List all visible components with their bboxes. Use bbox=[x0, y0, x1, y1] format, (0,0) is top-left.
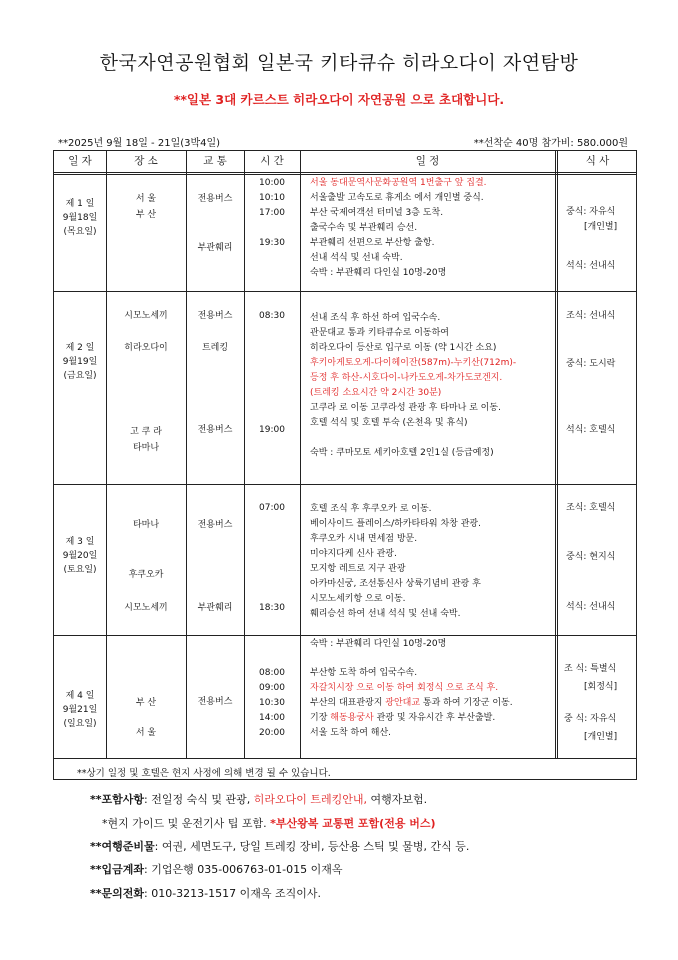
meal-dinner: 석식: 호텔식 bbox=[566, 425, 616, 435]
header-divider bbox=[54, 172, 636, 175]
meal-lunch: 중식: 도시락 bbox=[566, 359, 616, 369]
day-schedule: 부산항 도착 하여 입국수속. 자갈치시장 으로 이동 하여 회정식 으로 조식 후. 부산의 대표관광지 광안대교 통과 하여 기장군 이동. 기장 해동용궁사 관광 및 자유시간 후 부산출발. 서울 도착 하여 해산. bbox=[310, 668, 513, 738]
page-subtitle: **일본 3대 카르스트 히라오다이 자연공원 으로 초대합니다. bbox=[173, 92, 505, 107]
trip-price: **선착순 40명 참가비: 580.000원 bbox=[473, 138, 628, 149]
footer-account: **입금계좌: 기업은행 035-006763-01-015 이재옥 bbox=[90, 863, 343, 876]
footer-contact: **문의전화: 010-3213-1517 이재옥 조직이사. bbox=[90, 887, 322, 900]
day-place: 타마나 bbox=[132, 520, 160, 530]
col-divider bbox=[300, 151, 301, 758]
change-notice: **상기 일정 및 호텔은 현지 사정에 의해 변경 될 수 있습니다. bbox=[77, 768, 331, 779]
itinerary-table bbox=[53, 150, 637, 780]
day-date: 제 3 일 9월20일 (토요일) bbox=[62, 537, 98, 575]
meal-lunch-note: [개인별] bbox=[584, 732, 618, 742]
day-date: 제 1 일 9월18일 (목요일) bbox=[62, 199, 98, 237]
day-schedule: 호텔 조식 후 후쿠오카 로 이동. 베이사이드 플레이스/하카타타워 차창 관광. 후쿠오카 시내 면세점 방문. 미야지다케 신사 관광. 모지항 레트로 지구 관광 아카마신궁, 조선통신사 상륙기념비 관광 후 시모노세키항 으로 이동. 훼리승선 하여 선내 석식 및 선내 숙박. 숙박 : 부관훼리 다인실 10명-20명 bbox=[310, 504, 481, 649]
header-schedule: 일 정 bbox=[415, 155, 440, 167]
header-place: 장 소 bbox=[134, 155, 158, 167]
footer-prep: **여행준비물: 여권, 세면도구, 당일 트레킹 장비, 등산용 스틱 및 물병, 간식 등. bbox=[90, 840, 470, 853]
day-place: 부 산 서 울 bbox=[135, 698, 157, 738]
day-place: 시모노세끼 bbox=[124, 603, 168, 613]
meal-lunch: 중 식: 자유식 bbox=[564, 714, 617, 724]
day-time: 07:00 bbox=[259, 503, 285, 513]
day-date: 제 2 일 9월19일 (금요일) bbox=[62, 343, 98, 381]
row-divider bbox=[54, 291, 636, 292]
day-transport: 전용버스 bbox=[197, 520, 233, 530]
meal-breakfast: 조 식: 특별식 bbox=[564, 664, 617, 674]
day-time: 18:30 bbox=[259, 603, 285, 613]
day-schedule: 선내 조식 후 하선 하여 입국수속. 관문대교 통과 키타큐슈로 이동하여 히라오다이 등산로 입구로 이동 (약 1시간 소요) 후키아게토오게-다이헤이잔(587m)-누키산(712m)- 등정 후 하산-시호다이-나카도오게-차가도코겐지. (트레킹 소요시간 약 2시간 30분) 고쿠라 로 이동 고쿠라성 관광 후 타마나 로 이동. 호텔 석식 및 호텔 투숙 (온천욕 및 휴식) 숙박 : 쿠마모토 세키아호텔 2인1실 (등급예정) bbox=[310, 313, 517, 458]
day-transport: 트레킹 bbox=[201, 343, 229, 353]
day-place: 고 쿠 라 타마나 bbox=[130, 427, 162, 453]
header-time: 시 간 bbox=[260, 155, 284, 167]
header-meal: 식 사 bbox=[585, 155, 610, 167]
footer-guide: *현지 가이드 및 운전기사 팁 포함. *부산왕복 교통편 포함(전용 버스) bbox=[102, 817, 436, 830]
day-transport: 전용버스 bbox=[197, 425, 233, 435]
meal-breakfast-note: [회정식] bbox=[584, 682, 618, 692]
day-schedule: 서울 동대문역사문화공원역 1번출구 앞 집결. 서울출발 고속도로 휴게소 에서 개인별 중식. 부산 국제여객선 터미널 3층 도착. 출국수속 및 부관훼리 승선. 부관훼리 선편으로 부산항 출항. 선내 석식 및 선내 숙박. 숙박 : 부관훼리 다인실 10명-20명 bbox=[310, 178, 487, 278]
meal-dinner: 석식: 선내식 bbox=[566, 261, 616, 271]
meal-lunch-note: [개인별] bbox=[584, 222, 618, 232]
meal-breakfast: 조식: 호텔식 bbox=[566, 503, 616, 513]
day-place: 서 울 부 산 bbox=[135, 194, 157, 220]
day-time: 19:00 bbox=[259, 425, 285, 435]
day-transport: 전용버스 bbox=[197, 311, 233, 321]
meal-lunch: 중식: 자유식 bbox=[566, 207, 616, 217]
trip-dates: **2025년 9월 18일 - 21일(3박4일) bbox=[58, 138, 221, 149]
footer-includes: **포함사항: 전일정 숙식 및 관광, 히라오다이 트레킹안내, 여행자보험. bbox=[90, 793, 428, 806]
row-divider bbox=[54, 758, 636, 759]
col-divider bbox=[555, 151, 558, 758]
day-place: 히라오다이 bbox=[124, 343, 168, 353]
day-transport: 전용버스 bbox=[197, 697, 233, 707]
meal-lunch: 중식: 현지식 bbox=[566, 552, 616, 562]
meal-dinner: 석식: 선내식 bbox=[566, 602, 616, 612]
header-date: 일 자 bbox=[68, 155, 92, 167]
col-divider bbox=[244, 151, 245, 758]
day-place: 시모노세끼 bbox=[124, 311, 168, 321]
day-transport: 전용버스 bbox=[197, 194, 233, 204]
row-divider bbox=[54, 484, 636, 485]
day-times: 10:00 10:10 17:00 19:30 bbox=[259, 178, 285, 248]
day-transport: 부관훼리 bbox=[197, 243, 233, 253]
header-transport: 교 통 bbox=[203, 155, 227, 167]
day-date: 제 4 일 9월21일 (일요일) bbox=[62, 691, 98, 729]
page-title: 한국자연공원협회 일본국 키타큐슈 히라오다이 자연탐방 bbox=[99, 52, 579, 74]
day-transport: 부관훼리 bbox=[197, 603, 233, 613]
day-times: 08:00 09:00 10:30 14:00 20:00 bbox=[259, 668, 285, 738]
day-time: 08:30 bbox=[259, 311, 285, 321]
meal-breakfast: 조식: 선내식 bbox=[566, 311, 616, 321]
day-place: 후쿠오카 bbox=[128, 570, 164, 580]
